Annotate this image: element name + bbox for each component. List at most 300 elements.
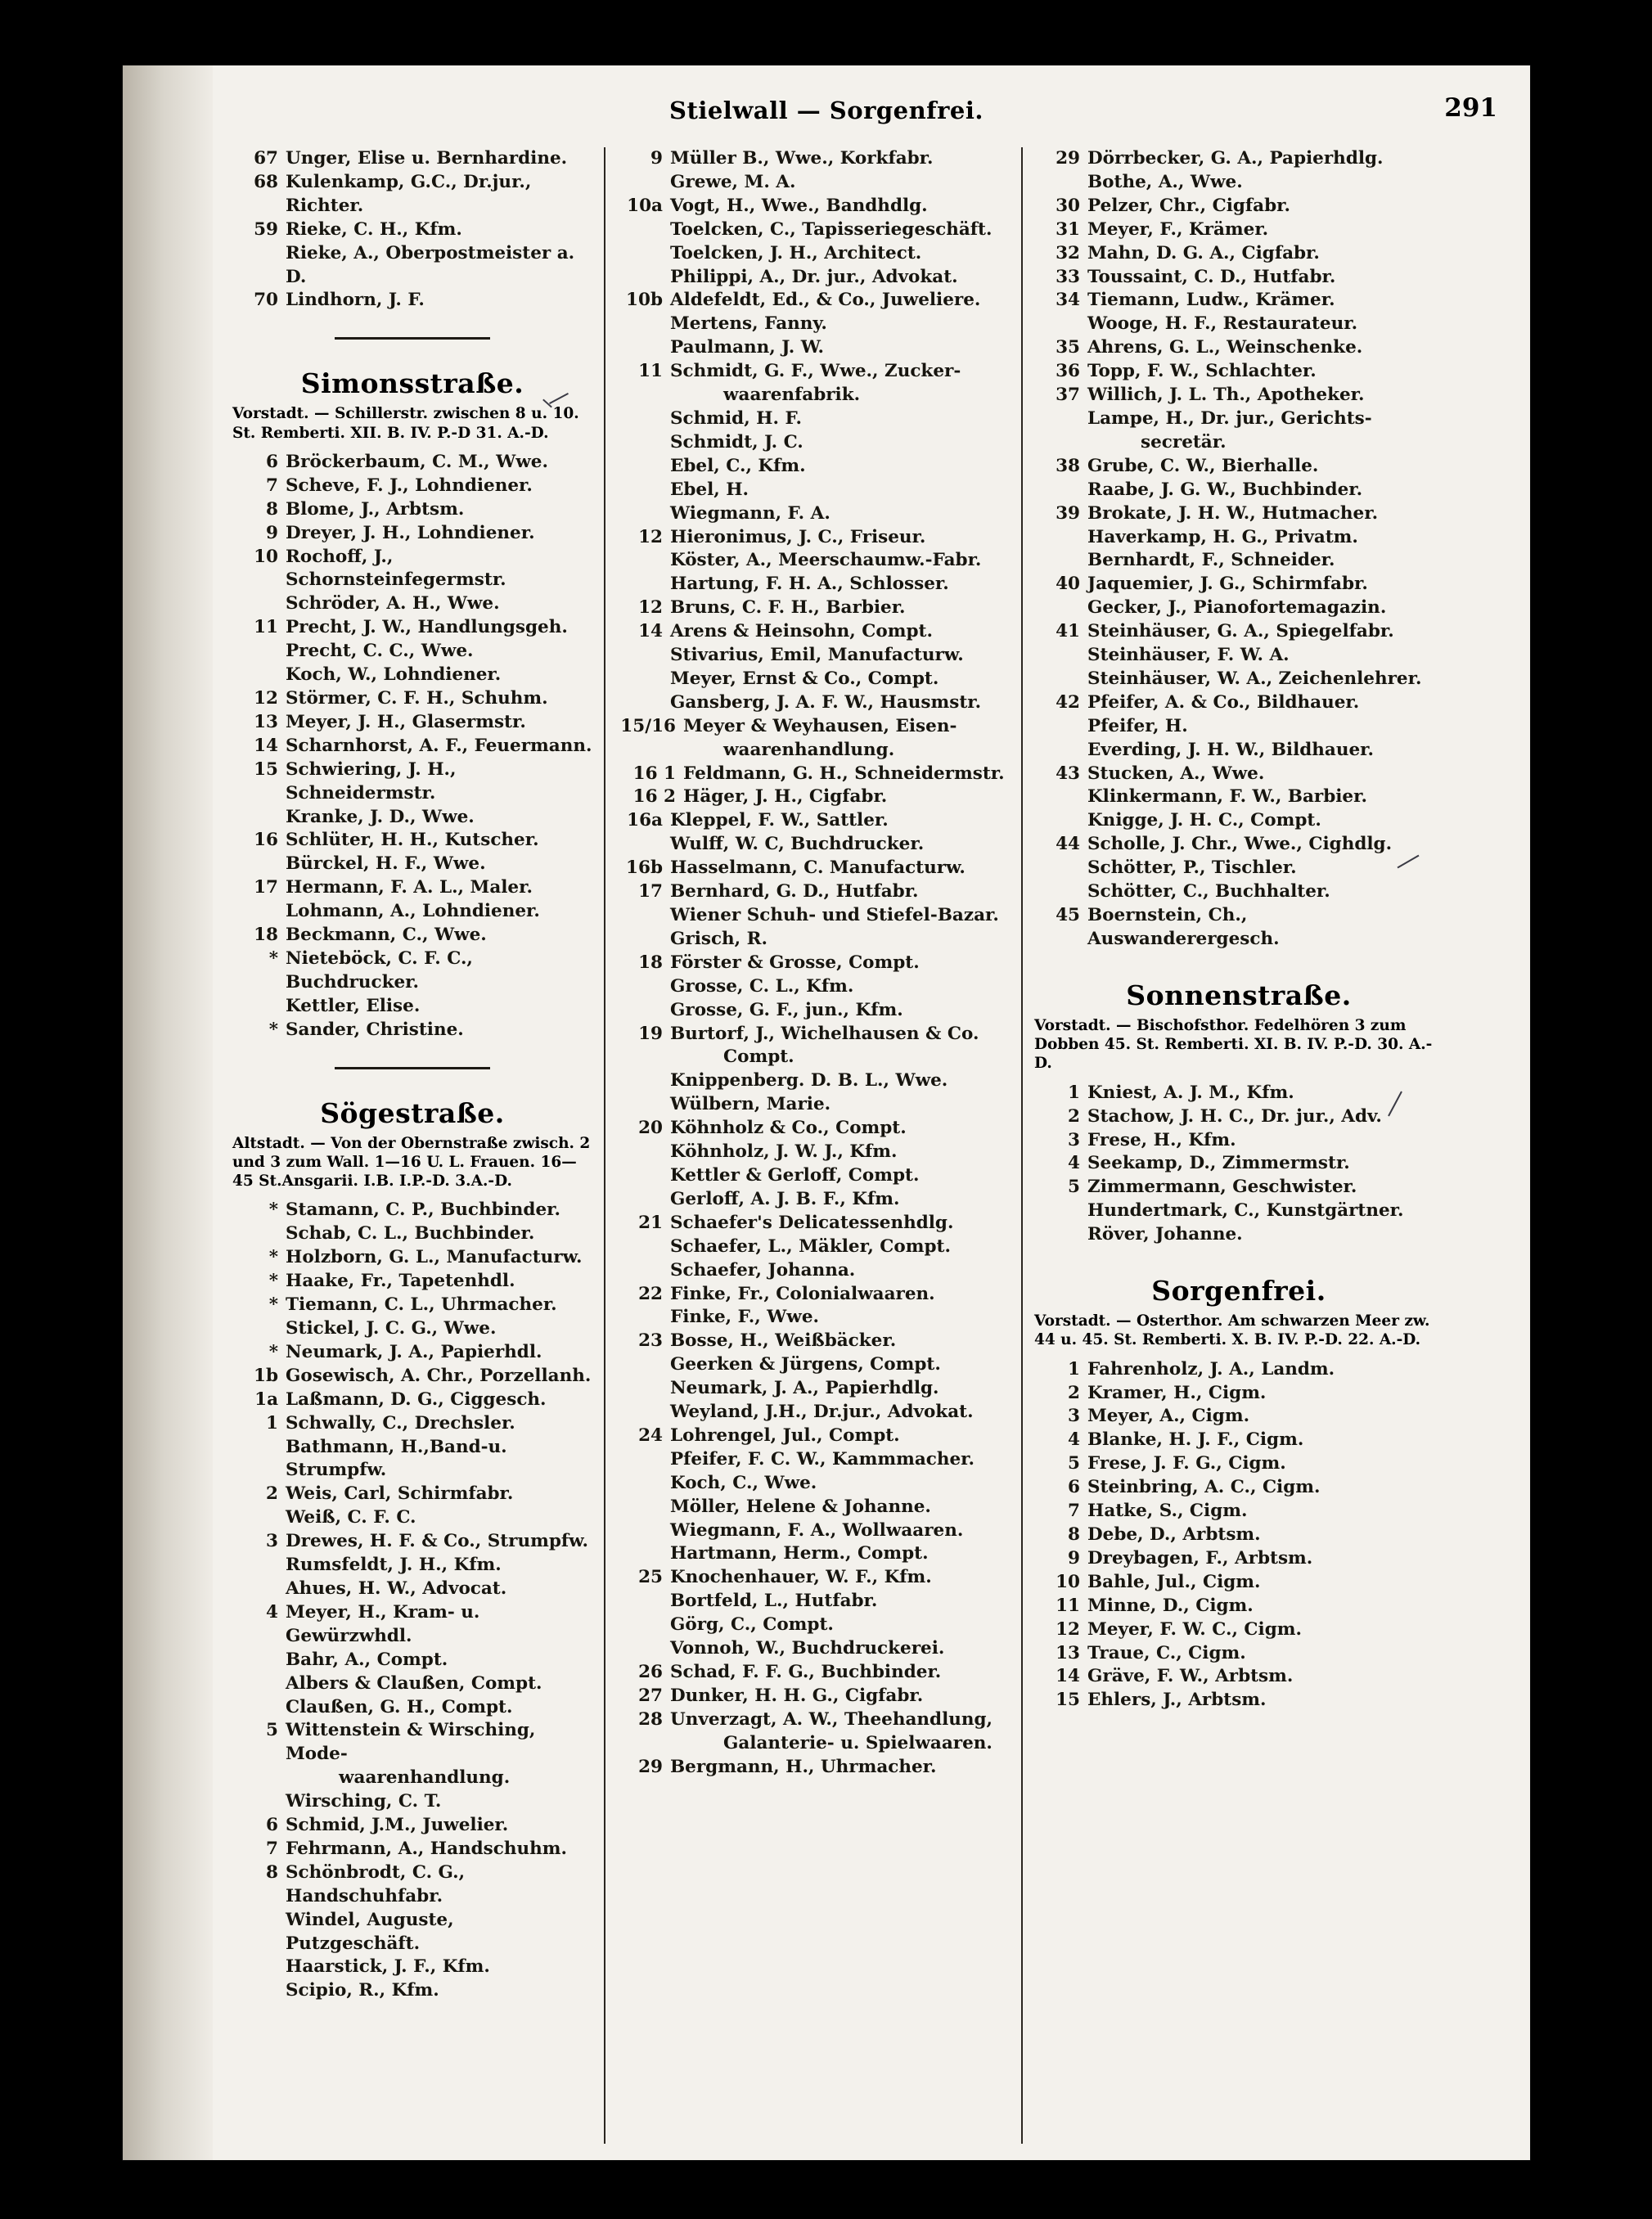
entry-text: Schmid, H. F.: [670, 407, 803, 429]
entry-house-number: [1034, 785, 1087, 809]
entry-house-number: [232, 1696, 286, 1720]
page-number: 291: [1444, 93, 1497, 123]
entry-text: Schwiering, J. H., Schneidermstr.: [286, 758, 457, 803]
directory-entry: [232, 947, 592, 995]
entry-text: Schmid, J.M., Juwelier.: [286, 1815, 509, 1836]
entry-house-number: 16a: [627, 810, 663, 831]
entry-text: Rumsfeldt, J. H., Kfm.: [286, 1555, 502, 1576]
directory-entry: [617, 1212, 1010, 1236]
directory-entry: [617, 1259, 1010, 1283]
entry-text: Pelzer, Chr., Cigfabr.: [1087, 195, 1290, 216]
entry-text: Grisch, R.: [670, 928, 768, 949]
entry-house-number: 10a: [627, 195, 663, 216]
entry-text: Meyer, F. W. C., Cigm.: [1087, 1618, 1302, 1640]
entry-text: Meyer, F., Krämer.: [1087, 218, 1269, 240]
entry-text: Gansberg, J. A. F. W., Hausmstr.: [670, 691, 982, 713]
entry-house-number: 1: [266, 1412, 278, 1434]
directory-entry: [1034, 904, 1443, 952]
directory-entry: [1034, 289, 1443, 313]
entry-text: Scheve, F. J., Lohndiener.: [286, 475, 533, 496]
entry-house-number: [1034, 739, 1087, 763]
entry-text: Hatke, S., Cigm.: [1087, 1501, 1248, 1522]
entry-house-number: 44: [1056, 834, 1080, 855]
directory-entry: [1034, 360, 1443, 384]
entry-text: Weis, Carl, Schirmfabr.: [286, 1483, 514, 1505]
entry-house-number: 13: [1056, 1642, 1080, 1663]
directory-entry: [232, 853, 592, 876]
directory-entry: [232, 1222, 592, 1246]
entry-house-number: [617, 644, 670, 668]
running-head: Stielwall — Sorgenfrei.: [669, 97, 984, 124]
entry-house-number: [617, 431, 670, 455]
entry-house-number: [232, 1578, 286, 1601]
directory-entry: [1034, 502, 1443, 526]
entry-text: Aldefeldt, Ed., & Co., Juweliere.: [670, 290, 981, 311]
entry-house-number: [617, 1141, 670, 1164]
entry-text: Schönbrodt, C. G., Handschuhfabr.: [286, 1861, 466, 1906]
entry-house-number: 12: [638, 526, 663, 547]
directory-entry: [617, 1283, 1010, 1307]
directory-entry: [232, 1956, 592, 1979]
entry-house-number: 16 2: [632, 786, 676, 808]
entry-text: Köhnholz & Co., Compt.: [670, 1118, 907, 1139]
entry-text: Finke, Fr., Colonialwaaren.: [670, 1283, 935, 1304]
entry-text: Raabe, J. G. W., Buchbinder.: [1087, 479, 1363, 500]
entry-house-number: [617, 313, 670, 336]
entry-text: Gosewisch, A. Chr., Porzellanh.: [286, 1365, 592, 1386]
directory-entry: [1034, 1358, 1443, 1382]
entry-text: Wiegmann, F. A.: [670, 502, 831, 524]
entry-house-number: 1: [1068, 1082, 1080, 1103]
entry-house-number: 5: [266, 1720, 278, 1741]
entry-text: Nieteböck, C. F. C., Buchdrucker.: [286, 947, 473, 992]
directory-entry: [1034, 809, 1443, 833]
directory-entry: [617, 431, 1010, 455]
directory-entry: [232, 1412, 592, 1436]
entry-house-number: [232, 1436, 286, 1483]
directory-entry: [617, 242, 1010, 266]
directory-entry: [617, 479, 1010, 502]
soegestrasse-entries: [232, 1199, 592, 2003]
entry-text: Meyer, Ernst & Co., Compt.: [670, 668, 939, 689]
simonsstrasse-entries: [232, 451, 592, 1042]
entry-house-number: 67: [254, 148, 278, 169]
directory-entry: [232, 218, 592, 242]
entry-text: Precht, J. W., Handlungsgeh.: [286, 617, 568, 638]
directory-entry: [617, 1519, 1010, 1543]
directory-entry: [617, 1069, 1010, 1093]
directory-entry: [1034, 242, 1443, 266]
entry-text: Bathmann, H.,Band-u. Strumpfw.: [286, 1436, 507, 1481]
entry-house-number: [232, 1649, 286, 1672]
entry-house-number: [1034, 549, 1087, 573]
directory-entry: [617, 1330, 1010, 1353]
entry-text: Ebel, C., Kfm.: [670, 455, 806, 476]
column-three: [1021, 147, 1455, 2144]
divider-rule: [335, 1067, 490, 1069]
entry-text: Zimmermann, Geschwister.: [1087, 1177, 1357, 1198]
entry-house-number: [617, 928, 670, 952]
entry-text: Finke, F., Wwe.: [670, 1307, 819, 1328]
entry-text: Claußen, G. H., Compt.: [286, 1696, 513, 1717]
entry-house-number: 14: [1056, 1666, 1080, 1687]
entry-text: Bernhardt, F., Schneider.: [1087, 550, 1335, 571]
entry-text: Neumark, J. A., Papierhdlg.: [670, 1378, 939, 1399]
entry-house-number: [232, 1222, 286, 1246]
entry-text: Ahrens, G. L., Weinschenke.: [1087, 337, 1363, 358]
directory-entry: [617, 1141, 1010, 1164]
entry-house-number: 2: [266, 1483, 278, 1505]
directory-entry: [232, 242, 592, 290]
directory-entry: [1034, 1223, 1443, 1247]
directory-entry: [1034, 1382, 1443, 1406]
directory-entry: [1034, 313, 1443, 336]
entry-text: Arens & Heinsohn, Compt.: [670, 621, 933, 642]
entry-text: Schaefer, L., Mäkler, Compt.: [670, 1236, 951, 1257]
entry-house-number: [1034, 644, 1087, 668]
entry-text: Schlüter, H. H., Kutscher.: [286, 830, 539, 851]
entry-house-number: [617, 691, 670, 715]
entry-house-number: 40: [1056, 574, 1080, 595]
entry-text: Stamann, C. P., Buchbinder.: [286, 1200, 560, 1221]
directory-entry: [232, 1696, 592, 1720]
entry-text: Bergmann, H., Uhrmacher.: [670, 1756, 937, 1777]
entry-text: Pfeifer, H.: [1087, 715, 1188, 736]
directory-entry: [1034, 1665, 1443, 1689]
directory-entry: [232, 1979, 592, 2003]
directory-entry: [232, 171, 592, 218]
entry-house-number: 20: [638, 1118, 663, 1139]
entry-house-number: *: [268, 1294, 278, 1316]
entry-text: Toelcken, J. H., Architect.: [670, 242, 922, 263]
entry-text: Schröder, A. H., Wwe.: [286, 593, 500, 614]
entry-text: Ehlers, J., Arbtsm.: [1087, 1690, 1267, 1711]
entry-house-number: *: [268, 1341, 278, 1362]
directory-entry: [617, 763, 1010, 786]
entry-text: Bruns, C. F. H., Barbier.: [670, 597, 906, 619]
directory-entry: [1034, 596, 1443, 620]
directory-entry: [617, 1685, 1010, 1708]
entry-text: Blome, J., Arbtsm.: [286, 498, 465, 520]
entry-text: Ebel, H.: [670, 479, 749, 500]
entry-house-number: [1034, 809, 1087, 833]
entry-text: Koch, W., Lohndiener.: [286, 664, 502, 686]
entry-house-number: *: [268, 1019, 278, 1040]
entry-house-number: [617, 1093, 670, 1117]
directory-entry: [232, 829, 592, 853]
entry-text: Pfeifer, F. C. W., Kammmacher.: [670, 1448, 975, 1470]
entry-house-number: 5: [1068, 1453, 1080, 1474]
directory-entry: [232, 1554, 592, 1578]
entry-text: Meyer, J. H., Glasermstr.: [286, 711, 526, 732]
entry-text: Köster, A., Meerschaumw.-Fabr.: [670, 550, 982, 571]
entry-house-number: *: [268, 1247, 278, 1268]
entry-house-number: 45: [1056, 905, 1080, 925]
directory-entry: [617, 1614, 1010, 1637]
directory-entry: [617, 147, 1010, 171]
entry-house-number: 16 1: [632, 763, 676, 784]
column-two: [604, 147, 1021, 2144]
directory-entry: [617, 1542, 1010, 1566]
entry-house-number: [1034, 526, 1087, 550]
entry-text: waarenhandlung.: [339, 1767, 511, 1789]
entry-house-number: [232, 1672, 286, 1696]
section-title: Sorgenfrei.: [1151, 1275, 1326, 1308]
entry-house-number: 3: [266, 1531, 278, 1552]
directory-entry: [232, 1861, 592, 1909]
entry-text: Tiemann, Ludw., Krämer.: [1087, 290, 1335, 311]
directory-entry: [232, 1530, 592, 1554]
section-note: Vorstadt. — Bischofsthor. Fedelhören 3 zum Dobben 45. St. Remberti. XI. B. IV. P.-D. 30. A.-D.: [1034, 1016, 1433, 1073]
entry-house-number: 12: [638, 597, 663, 619]
entry-house-number: 33: [1056, 266, 1080, 287]
entry-text: Kleppel, F. W., Sattler.: [670, 810, 889, 831]
directory-entry: [232, 664, 592, 687]
entry-house-number: [232, 664, 286, 687]
entry-house-number: [617, 668, 670, 691]
entry-text: Meyer & Weyhausen, Eisen-: [683, 715, 957, 736]
entry-house-number: 6: [1068, 1477, 1080, 1498]
entry-text: Fahrenholz, J. A., Landm.: [1087, 1358, 1335, 1380]
directory-entry: [1034, 407, 1443, 431]
entry-text: Compt.: [723, 1046, 794, 1068]
entry-house-number: 39: [1056, 502, 1080, 524]
entry-text: waarenhandlung.: [723, 739, 895, 760]
entry-house-number: 10: [1056, 1571, 1080, 1592]
directory-entry: [1034, 1452, 1443, 1476]
entry-text: Drewes, H. F. & Co., Strumpfw.: [286, 1531, 588, 1552]
entry-house-number: 2: [1068, 1382, 1080, 1403]
entry-text: Holzborn, G. L., Manufacturw.: [286, 1247, 583, 1268]
entry-house-number: [617, 1164, 670, 1188]
entry-text: Weiß, C. F. C.: [286, 1507, 416, 1528]
entry-house-number: [617, 266, 670, 290]
entry-house-number: 10: [254, 546, 278, 567]
directory-entry: [617, 809, 1010, 833]
entry-house-number: 29: [638, 1756, 663, 1777]
entry-house-number: [1034, 171, 1087, 195]
entry-house-number: 4: [266, 1601, 278, 1623]
entry-text: Kramer, H., Cigm.: [1087, 1382, 1267, 1403]
entry-text: Störmer, C. F. H., Schuhm.: [286, 688, 548, 709]
entry-house-number: [232, 1554, 286, 1578]
directory-entry: [232, 876, 592, 900]
entry-house-number: 1b: [254, 1365, 278, 1386]
section-sonnenstrasse: [1034, 979, 1443, 1011]
entry-house-number: [617, 975, 670, 999]
entry-house-number: 9: [650, 148, 663, 169]
entry-house-number: 15: [1056, 1690, 1080, 1711]
directory-entry: [232, 1365, 592, 1389]
directory-entry: [232, 1601, 592, 1649]
section-soegestrasse: [232, 1097, 592, 1129]
entry-house-number: 1: [1068, 1358, 1080, 1380]
directory-entry: [232, 758, 592, 806]
entry-text: Galanterie- u. Spielwaaren.: [723, 1732, 993, 1753]
entry-text: Frese, J. F. G., Cigm.: [1087, 1453, 1286, 1474]
directory-entry: [1034, 455, 1443, 479]
entry-house-number: [617, 739, 670, 763]
entry-house-number: [617, 1732, 670, 1756]
directory-columns: [221, 147, 1509, 2144]
directory-entry: [617, 1448, 1010, 1472]
entry-text: Schaefer's Delicatessenhdlg.: [670, 1212, 954, 1233]
entry-house-number: [617, 1353, 670, 1377]
entry-house-number: 3: [1068, 1406, 1080, 1427]
directory-entry: [1034, 880, 1443, 904]
entry-text: Kettler & Gerloff, Compt.: [670, 1164, 920, 1186]
entry-house-number: [1034, 668, 1087, 691]
directory-entry: [232, 1672, 592, 1696]
section-title: Sögestraße.: [320, 1096, 505, 1129]
entry-text: Neumark, J. A., Papierhdl.: [286, 1341, 542, 1362]
directory-entry: [617, 502, 1010, 526]
entry-house-number: [617, 218, 670, 242]
entry-text: Schötter, C., Buchhalter.: [1087, 881, 1330, 902]
directory-entry: [617, 739, 1010, 763]
directory-entry: [617, 266, 1010, 290]
directory-entry: [232, 1814, 592, 1838]
entry-text: Geerken & Jürgens, Compt.: [670, 1354, 941, 1375]
entry-house-number: 59: [254, 218, 278, 240]
directory-entry: [617, 1637, 1010, 1661]
entry-house-number: 37: [1056, 385, 1080, 406]
entry-house-number: 26: [638, 1662, 663, 1682]
entry-house-number: [232, 1909, 286, 1956]
entry-house-number: 19: [638, 1023, 663, 1044]
entry-text: Toussaint, C. D., Hutfabr.: [1087, 266, 1336, 287]
entry-text: Sander, Christine.: [286, 1019, 464, 1040]
entry-text: Steinhäuser, W. A., Zeichenlehrer.: [1087, 668, 1422, 689]
entry-house-number: 18: [638, 952, 663, 973]
directory-entry: [617, 596, 1010, 620]
entry-house-number: [1034, 715, 1087, 739]
entry-text: Traue, C., Cigm.: [1087, 1642, 1246, 1663]
directory-entry: [617, 1425, 1010, 1448]
entry-house-number: 17: [638, 881, 663, 902]
entry-text: Scholle, J. Chr., Wwe., Cighdlg.: [1087, 834, 1393, 855]
entry-text: Meyer, A., Cigm.: [1087, 1406, 1250, 1427]
directory-entry: [617, 1117, 1010, 1141]
directory-entry: [232, 924, 592, 947]
entry-text: Klinkermann, F. W., Barbier.: [1087, 786, 1367, 808]
entry-text: Frese, H., Kfm.: [1087, 1129, 1236, 1150]
entry-text: Schwally, C., Drechsler.: [286, 1412, 515, 1434]
entry-text: Kettler, Elise.: [286, 995, 421, 1016]
entry-text: Görg, C., Compt.: [670, 1614, 834, 1636]
directory-entry: [617, 1188, 1010, 1212]
directory-entry: [232, 1838, 592, 1861]
section-note: Vorstadt. — Schillerstr. zwischen 8 u. 10. St. Remberti. XII. B. IV. P.-D 31. A.-D.: [232, 405, 579, 442]
directory-entry: [1034, 1429, 1443, 1452]
entry-house-number: 22: [638, 1283, 663, 1304]
directory-entry: [617, 833, 1010, 857]
directory-entry: [617, 171, 1010, 195]
entry-house-number: 13: [254, 711, 278, 732]
page-sheet: [123, 65, 1530, 2160]
directory-entry: [617, 336, 1010, 360]
entry-text: Mahn, D. G. A., Cigfabr.: [1087, 242, 1320, 263]
entry-text: Philippi, A., Dr. jur., Advokat.: [670, 266, 958, 287]
entry-text: Lindhorn, J. F.: [286, 290, 425, 311]
directory-entry: [617, 1708, 1010, 1732]
section-title: Sonnenstraße.: [1126, 979, 1352, 1011]
directory-entry: [232, 475, 592, 498]
entry-house-number: 25: [638, 1567, 663, 1588]
entry-text: Schad, F. F. G., Buchbinder.: [670, 1662, 942, 1682]
directory-entry: [617, 573, 1010, 596]
entry-text: Hundertmark, C., Kunstgärtner.: [1087, 1200, 1404, 1222]
entry-house-number: [617, 1519, 670, 1543]
entry-text: Pfeifer, A. & Co., Bildhauer.: [1087, 691, 1360, 713]
directory-entry: [617, 904, 1010, 928]
entry-text: Schötter, P., Tischler.: [1087, 857, 1297, 879]
entry-text: Hieronimus, J. C., Friseur.: [670, 526, 926, 547]
entry-house-number: 43: [1056, 763, 1080, 784]
entry-house-number: [617, 1614, 670, 1637]
directory-entry: [232, 640, 592, 664]
entry-text: Windel, Auguste, Putzgeschäft.: [286, 1909, 454, 1954]
directory-entry: [232, 616, 592, 640]
entry-house-number: [617, 904, 670, 928]
section-simonsstrasse: [232, 367, 592, 399]
entry-house-number: 8: [1068, 1524, 1080, 1545]
directory-entry: [1034, 1571, 1443, 1595]
entry-text: Dörrbecker, G. A., Papierhdlg.: [1087, 148, 1384, 169]
entry-house-number: 16: [254, 830, 278, 851]
entry-text: Bröckerbaum, C. M., Wwe.: [286, 451, 548, 472]
directory-entry: [1034, 1618, 1443, 1642]
directory-entry: [1034, 195, 1443, 218]
entry-text: Dunker, H. H. G., Cigfabr.: [670, 1685, 924, 1706]
entry-house-number: 29: [1056, 148, 1080, 169]
directory-entry: [617, 785, 1010, 809]
entry-house-number: [232, 806, 286, 830]
entry-text: Haverkamp, H. G., Privatm.: [1087, 526, 1358, 547]
directory-entry: [1034, 691, 1443, 715]
entry-text: Jaquemier, J. G., Schirmfabr.: [1087, 574, 1368, 595]
entry-text: Vogt, H., Wwe., Bandhdlg.: [670, 195, 928, 216]
entry-house-number: [617, 1069, 670, 1093]
entry-text: Grube, C. W., Bierhalle.: [1087, 455, 1319, 476]
entry-house-number: [617, 455, 670, 479]
directory-entry: [617, 455, 1010, 479]
directory-entry: [1034, 526, 1443, 550]
entry-house-number: [617, 1448, 670, 1472]
directory-entry: [232, 1294, 592, 1317]
entry-house-number: 36: [1056, 361, 1080, 382]
directory-entry: [232, 498, 592, 522]
entry-house-number: [1034, 479, 1087, 502]
directory-entry: [232, 1246, 592, 1270]
entry-text: Schmidt, J. C.: [670, 431, 803, 452]
entry-house-number: *: [268, 1271, 278, 1292]
directory-entry: [232, 735, 592, 758]
directory-entry: [1034, 739, 1443, 763]
entry-text: Stucken, A., Wwe.: [1087, 763, 1265, 784]
entry-text: Gräve, F. W., Arbtsm.: [1087, 1666, 1294, 1687]
entry-house-number: 5: [1068, 1177, 1080, 1198]
entry-house-number: [1034, 313, 1087, 336]
entry-house-number: 18: [254, 925, 278, 946]
entry-text: Laßmann, D. G., Ciggesch.: [286, 1389, 547, 1410]
directory-entry: [617, 1306, 1010, 1330]
entry-house-number: 12: [254, 688, 278, 709]
entry-house-number: [617, 1542, 670, 1566]
directory-entry: [232, 1649, 592, 1672]
directory-entry: [1034, 384, 1443, 407]
entry-text: Lohmann, A., Lohndiener.: [286, 901, 540, 922]
